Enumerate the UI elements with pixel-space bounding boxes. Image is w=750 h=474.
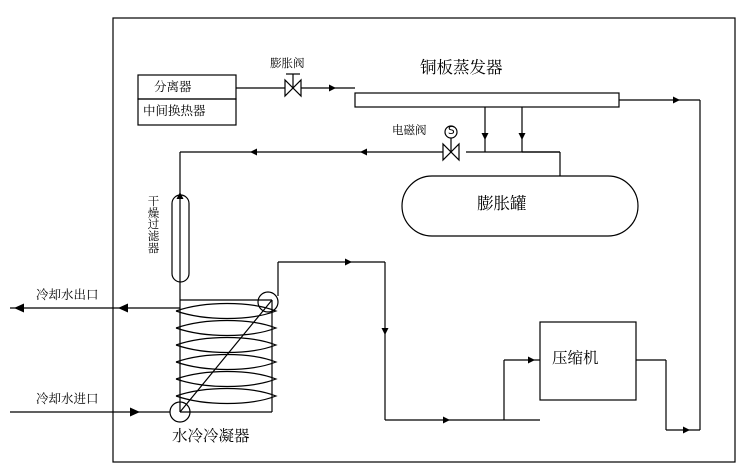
arrow-bottom-loop bbox=[443, 417, 450, 424]
cooling-water-outlet-label: 冷却水出口 bbox=[36, 287, 99, 302]
arrow-cooling-water-inlet bbox=[130, 408, 140, 417]
compressor-label: 压缩机 bbox=[552, 349, 599, 367]
system-boundary bbox=[113, 18, 735, 462]
arrow-evaporator-out bbox=[673, 97, 680, 104]
solenoid-valve-label: 电磁阀 bbox=[392, 123, 427, 137]
arrow-cooling-water-outlet-2 bbox=[118, 304, 128, 313]
arrow-compressor-in bbox=[528, 357, 535, 364]
water-cooled-condenser-label: 水冷冷凝器 bbox=[172, 427, 250, 445]
arrow-drop-right bbox=[519, 133, 526, 140]
copper-plate-evaporator-body bbox=[355, 93, 619, 107]
expansion-valve-label: 膨胀阀 bbox=[270, 56, 305, 70]
copper-plate-evaporator-label: 铜板蒸发器 bbox=[420, 58, 503, 77]
dry-filter-label: 干燥过滤器 bbox=[147, 194, 160, 255]
expansion-valve-symbol bbox=[285, 74, 301, 96]
expansion-tank-label: 膨胀罐 bbox=[477, 194, 527, 213]
condenser-coil bbox=[176, 304, 276, 319]
condenser-frame-diag bbox=[180, 300, 272, 412]
solenoid-symbol-label: S bbox=[448, 125, 455, 137]
arrow-cooling-water-outlet bbox=[14, 304, 24, 313]
arrow-drop-left bbox=[482, 133, 489, 140]
separator-label: 分离器 bbox=[154, 79, 192, 94]
arrow-down-loop bbox=[382, 328, 389, 335]
arrow-top-horiz bbox=[345, 259, 352, 266]
condenser-outlet-port bbox=[258, 292, 278, 312]
arrow-bottom-return bbox=[683, 427, 690, 434]
arrow-suction-left bbox=[250, 149, 257, 156]
intermediate-exchanger-label: 中间换热器 bbox=[143, 103, 206, 118]
arrow-suction-mid bbox=[360, 149, 367, 156]
cooling-water-inlet-label: 冷却水进口 bbox=[36, 391, 99, 406]
arrow-into-evaporator bbox=[329, 85, 336, 92]
